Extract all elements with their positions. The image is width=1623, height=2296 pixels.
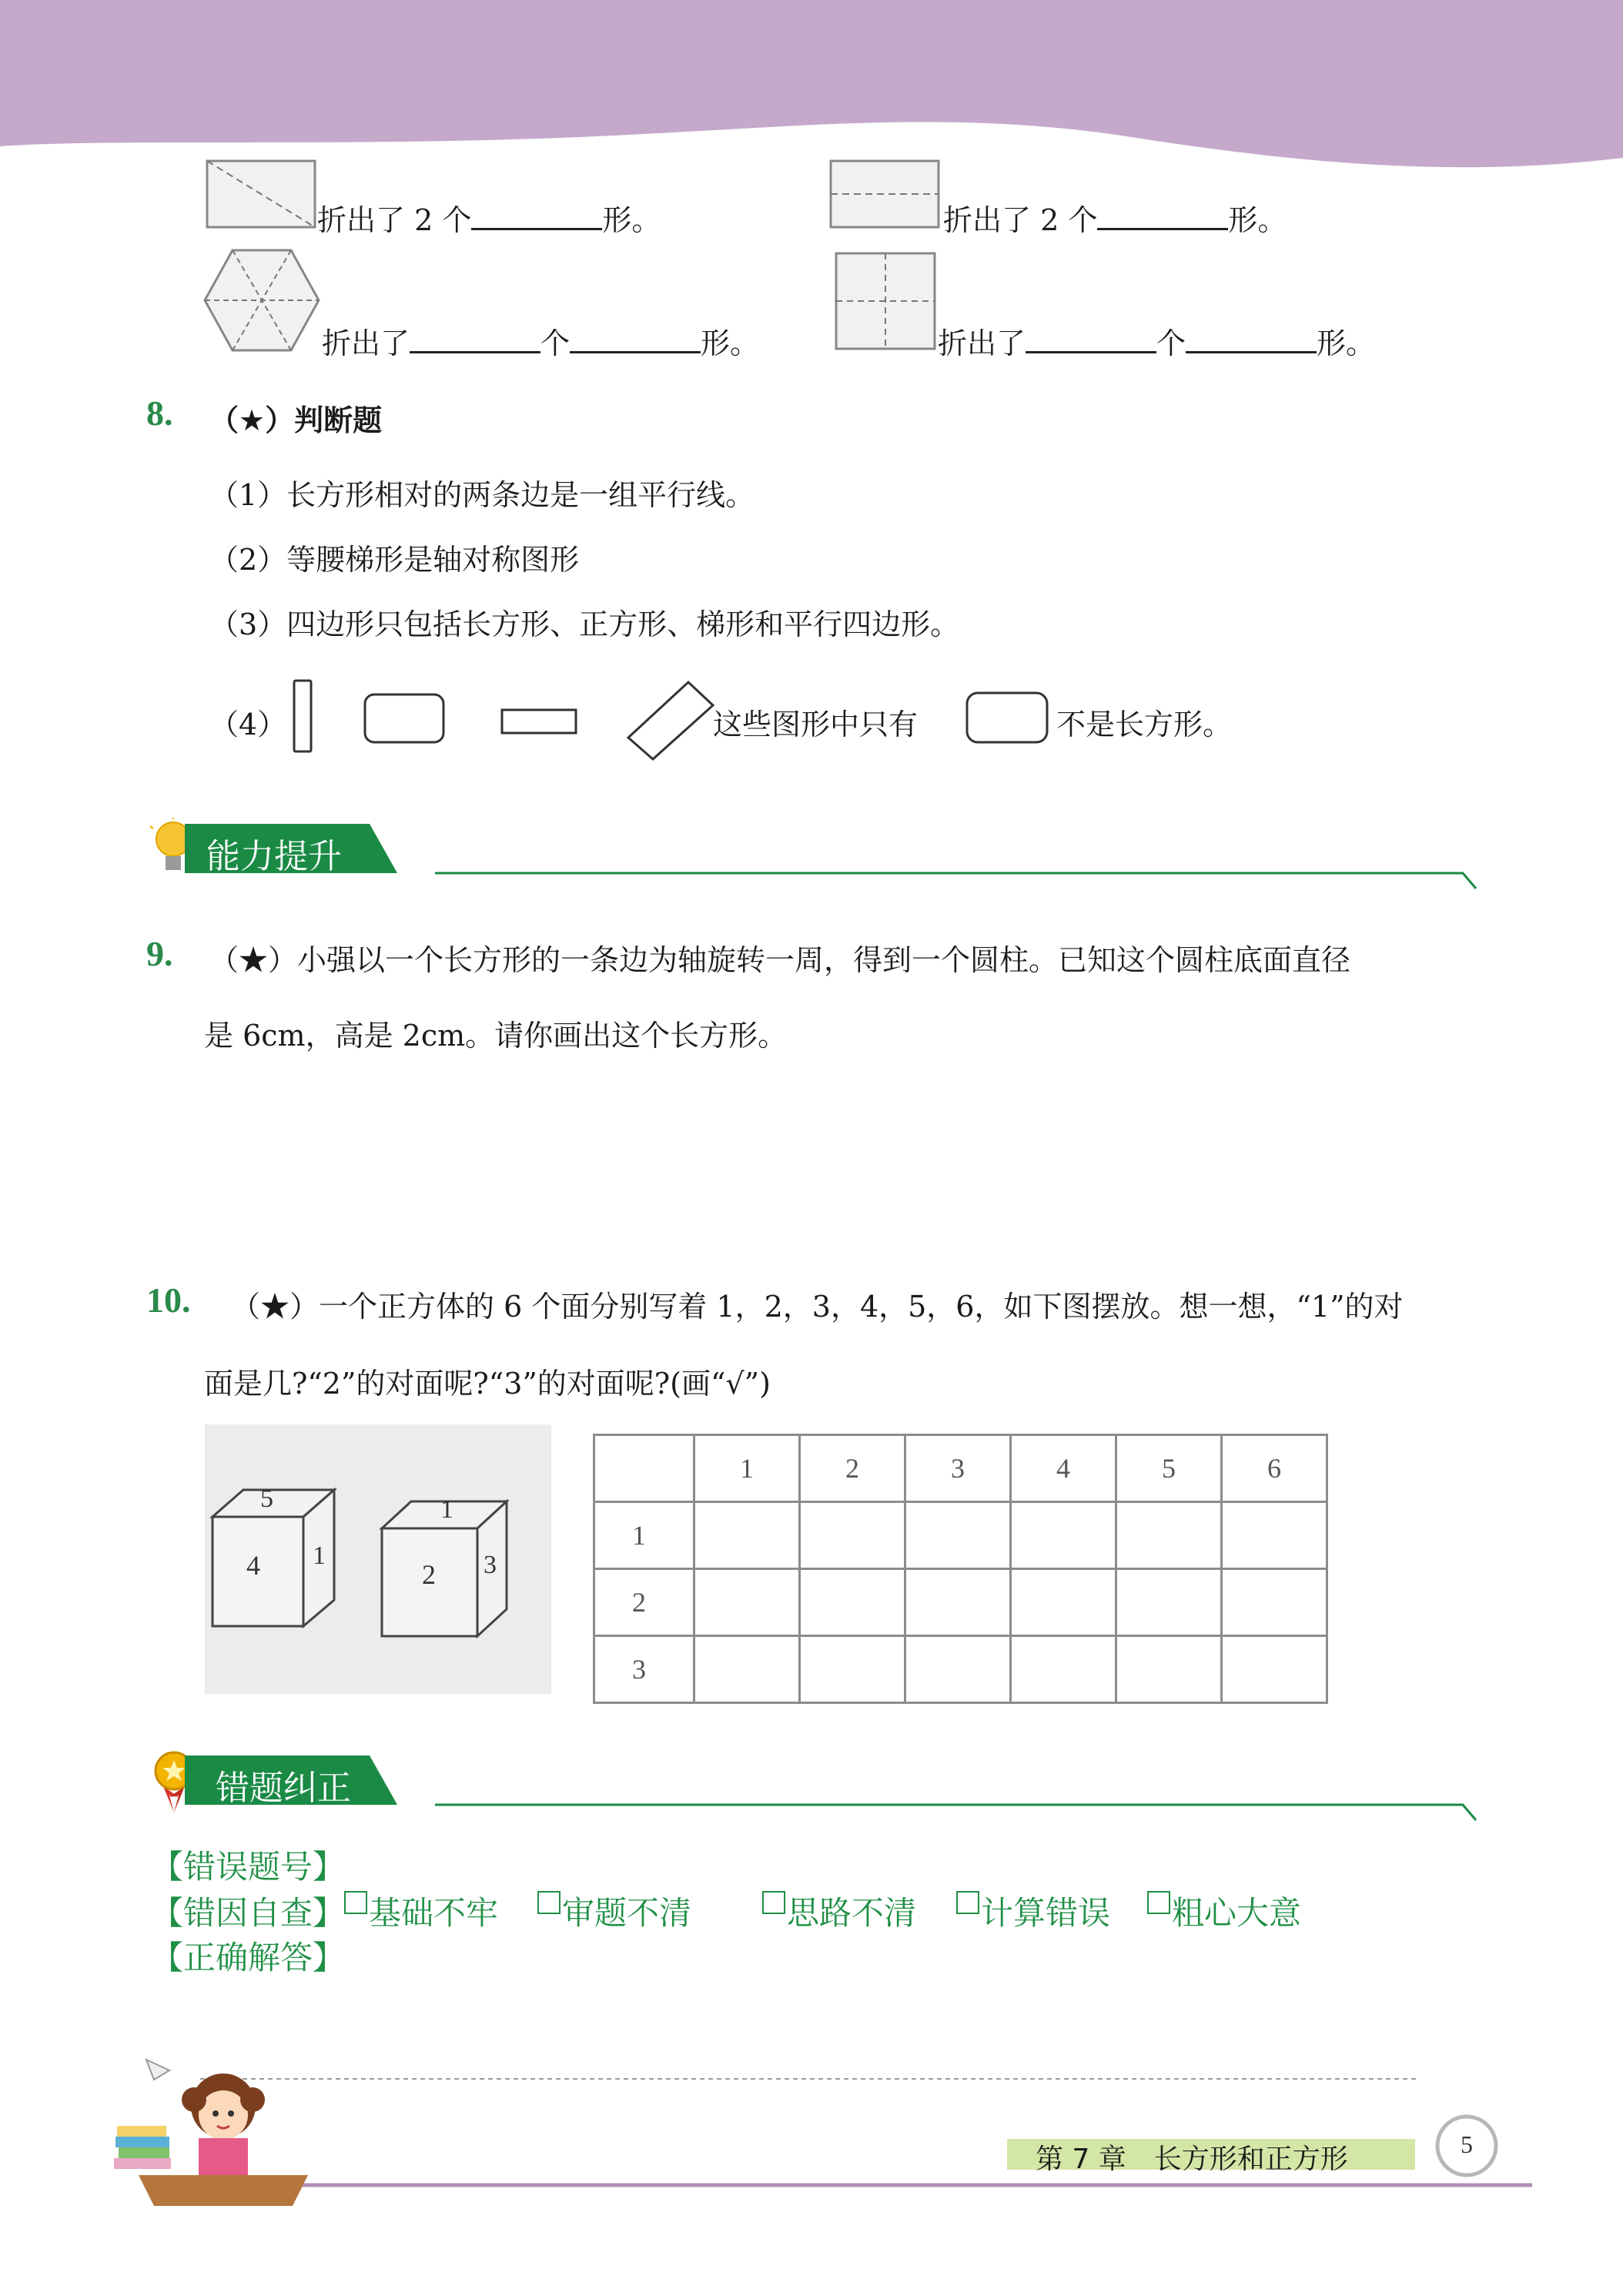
fold-text-3: 折出了 个 形。 xyxy=(322,326,760,360)
cube-figure xyxy=(205,1424,551,1694)
cube2-top-label: 1 xyxy=(440,1495,453,1524)
answer-cell[interactable] xyxy=(1116,1569,1222,1636)
correct-answer-label: 【正确解答】 xyxy=(151,1939,346,1976)
q8-item-4-text-a: 这些图形中只有 xyxy=(713,708,919,741)
checkbox[interactable] xyxy=(537,1891,561,1914)
checkbox[interactable] xyxy=(1147,1891,1170,1914)
answer-cell[interactable] xyxy=(694,1636,800,1703)
option-reading[interactable]: 审题不清 xyxy=(537,1888,691,1934)
fold-rectangle-horizontal-figure xyxy=(828,158,943,231)
option-calculation[interactable]: 计算错误 xyxy=(956,1888,1110,1934)
answer-cell[interactable] xyxy=(1011,1636,1116,1703)
q8-item-2: （2）等腰梯形是轴对称图形 xyxy=(209,543,580,577)
question-8-number: 8. xyxy=(146,393,173,433)
q9-line-2: 是 6cm，高是 2cm。请你画出这个长方形。 xyxy=(204,1019,788,1053)
answer-cell[interactable] xyxy=(694,1569,800,1636)
option-careless[interactable]: 粗心大意 xyxy=(1147,1888,1301,1934)
top-banner xyxy=(0,0,1623,177)
answer-cell[interactable] xyxy=(1011,1569,1116,1636)
answer-table xyxy=(593,1434,1328,1704)
section-underline-2 xyxy=(435,1794,1478,1825)
flat-rectangle-shape xyxy=(499,707,579,736)
answer-cell[interactable] xyxy=(694,1502,800,1569)
q8-item-3: （3）四边形只包括长方形、正方形、梯形和平行四边形。 xyxy=(209,607,960,641)
page-number: 5 xyxy=(1461,2130,1473,2158)
answer-cell[interactable] xyxy=(1116,1636,1222,1703)
answer-cell[interactable] xyxy=(1011,1502,1116,1569)
answer-cell[interactable] xyxy=(905,1569,1011,1636)
fold-text-2: 折出了 2 个 形。 xyxy=(943,203,1287,237)
tall-rectangle-shape xyxy=(291,678,314,755)
q8-item-4-label: （4） xyxy=(209,708,287,741)
cube2-front-label: 2 xyxy=(422,1559,436,1590)
q8-item-1: （1）长方形相对的两条边是一组平行线。 xyxy=(209,478,755,512)
table-row-header: 1 xyxy=(594,1502,694,1569)
answer-cell[interactable] xyxy=(800,1636,905,1703)
fold-text-4: 折出了 个 形。 xyxy=(938,326,1376,360)
q9-line-1: （★）小强以一个长方形的一条边为轴旋转一周，得到一个圆柱。已知这个圆柱底面直径 xyxy=(209,943,1351,977)
wrong-question-number-label: 【错误题号】 xyxy=(151,1848,346,1886)
answer-cell[interactable] xyxy=(1116,1502,1222,1569)
tilted-rectangle-shape xyxy=(625,678,716,762)
checkbox[interactable] xyxy=(762,1891,785,1914)
q8-item-4-text-b: 不是长方形。 xyxy=(1056,708,1233,741)
answer-cell[interactable] xyxy=(1222,1569,1327,1636)
table-corner-cell xyxy=(594,1435,694,1502)
table-col-header: 6 xyxy=(1222,1435,1327,1502)
q10-line-1: （★）一个正方体的 6 个面分别写着 1，2，3，4，5，6，如下图摆放。想一想，“1”的对 xyxy=(231,1290,1404,1324)
table-row-header: 3 xyxy=(594,1636,694,1703)
answer-cell[interactable] xyxy=(800,1502,905,1569)
answer-cell[interactable] xyxy=(905,1636,1011,1703)
question-8-title: （★）判断题 xyxy=(209,403,383,437)
option-basics[interactable]: 基础不牢 xyxy=(344,1888,498,1934)
section-title-ability: 能力提升 xyxy=(206,837,342,876)
table-col-header: 5 xyxy=(1116,1435,1222,1502)
fold-hexagon-figure xyxy=(202,246,322,354)
answer-rounded-rectangle-shape xyxy=(964,690,1050,745)
answer-cell[interactable] xyxy=(800,1569,905,1636)
rounded-rectangle-shape xyxy=(362,691,447,745)
option-thinking[interactable]: 思路不清 xyxy=(762,1888,916,1934)
table-col-header: 3 xyxy=(905,1435,1011,1502)
table-col-header: 4 xyxy=(1011,1435,1116,1502)
chapter-title: 第 7 章 长方形和正方形 xyxy=(1036,2144,1348,2175)
section-title-corrections: 错题纠正 xyxy=(216,1769,351,1808)
answer-cell[interactable] xyxy=(1222,1636,1327,1703)
fold-text-1: 折出了 2 个 形。 xyxy=(317,203,661,237)
fold-square-figure xyxy=(833,250,939,352)
question-9-number: 9. xyxy=(146,934,173,973)
question-10-number: 10. xyxy=(146,1280,191,1320)
answer-cell[interactable] xyxy=(905,1502,1011,1569)
cube1-side-label: 1 xyxy=(313,1541,326,1570)
answer-cell[interactable] xyxy=(1222,1502,1327,1569)
cube1-top-label: 5 xyxy=(260,1484,273,1513)
q10-line-2: 面是几?“2”的对面呢?“3”的对面呢?(画“√”) xyxy=(204,1367,771,1401)
cube1-front-label: 4 xyxy=(246,1550,260,1581)
section-underline xyxy=(435,862,1478,893)
checkbox[interactable] xyxy=(344,1891,367,1914)
table-col-header: 1 xyxy=(694,1435,800,1502)
checkbox[interactable] xyxy=(956,1891,979,1914)
error-cause-label: 【错因自查】 xyxy=(151,1894,346,1932)
table-row-header: 2 xyxy=(594,1569,694,1636)
cube2-side-label: 3 xyxy=(484,1551,497,1579)
fold-rectangle-diagonal-figure xyxy=(204,158,320,231)
student-illustration xyxy=(108,2052,323,2214)
table-col-header: 2 xyxy=(800,1435,905,1502)
